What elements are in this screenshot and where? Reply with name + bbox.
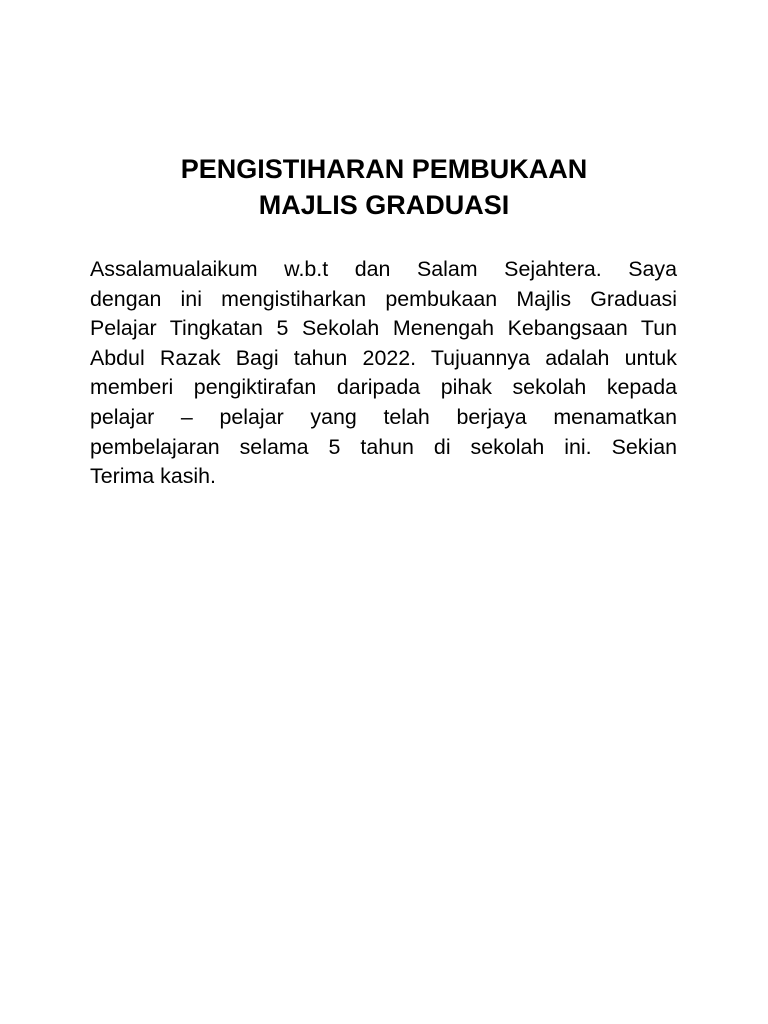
paragraph-line-7: pembelajaran selama 5 tahun di sekolah ini. Sekian	[90, 434, 677, 459]
speech-paragraph	[90, 255, 677, 492]
title-line-1: PENGISTIHARAN PEMBUKAAN	[180, 154, 588, 184]
paragraph-line-2: dengan ini mengistiharkan pembukaan Majlis Graduasi	[90, 286, 677, 311]
paragraph-line-6: pelajar – pelajar yang telah berjaya menamatkan	[90, 404, 677, 429]
paragraph-line-8: Terima kasih.	[90, 464, 217, 489]
paragraph-line-4: Abdul Razak Bagi tahun 2022. Tujuannya adalah untuk	[90, 345, 677, 370]
title-line-2: MAJLIS GRADUASI	[258, 190, 510, 220]
paragraph-line-1: Assalamualaikum w.b.t dan Salam Sejahtera. Saya	[90, 257, 677, 281]
paragraph-line-5: memberi pengiktirafan daripada pihak sekolah kepada	[90, 375, 677, 400]
paragraph-line-3: Pelajar Tingkatan 5 Sekolah Menengah Kebangsaan Tun	[90, 316, 677, 341]
document-title	[90, 151, 678, 223]
